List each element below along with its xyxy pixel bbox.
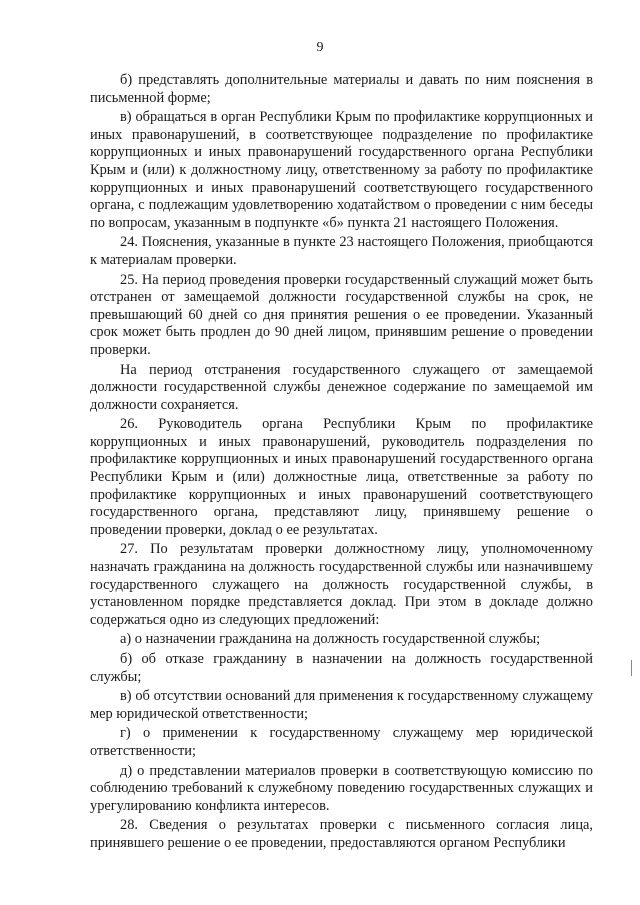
paragraph-27v: в) об отсутствии оснований для применения к государственному служащему мер юридической ответственности; [90,688,593,722]
paragraph-26: 26. Руководитель органа Республики Крым по профилактике коррупционных и иных правонарушений, руководитель подразделения по профилактике коррупционных и иных правонарушений государственного органа Республики Крым и (или) должностные лица, ответственные за работу по профилактике коррупционных и иных правонарушений соответствующего государственного органа, представляют лицу, принявшему решение о проведении проверки, доклад о ее результатах. [90,416,593,538]
paragraph-27: 27. По результатам проверки должностному лицу, уполномоченному назначать гражданина на должность государственной службы или назначившему государственного служащего на должность государственной службы, в установленном порядке представляется доклад. При этом в докладе должно содержаться одно из следующих предложений: [90,541,593,628]
paragraph-27g: г) о применении к государственному служащему мер юридической ответственности; [90,725,593,759]
paragraph-23v: в) обращаться в орган Республики Крым по профилактике коррупционных и иных правонарушений, в соответствующее подразделение по профилактике коррупционных и иных правонарушений государственного органа Республики Крым и (или) к должностному лицу, ответственному за работу по профилактике коррупционных и иных правонарушений соответствующего государственного органа, с подлежащим удовлетворению ходатайством о проведении с ним беседы по вопросам, указанным в подпункте «б» пункта 21 настоящего Положения. [90,109,593,231]
paragraph-27a: а) о назначении гражданина на должность государственной службы; [120,631,541,648]
page-number: 9 [316,40,324,55]
paragraph-25: 25. На период проведения проверки государственный служащий может быть отстранен от замещаемой должности государственной службы на срок, не превышающий 60 дней со дня принятия решения о ее проведении. Указанный срок может быть продлен до 90 дней лицом, принявшим решение о проведении проверки. [90,271,593,358]
paragraph-27d: д) о представлении материалов проверки в соответствующую комиссию по соблюдению требований к служебному поведению государственных служащих и урегулированию конфликта интересов. [90,762,593,814]
paragraph-24: 24. Пояснения, указанные в пункте 23 настоящего Положения, приобщаются к материалам проверки. [90,234,593,268]
scan-margin-mark [631,660,632,676]
paragraph-25-continuation: На период отстранения государственного служащего от замещаемой должности государственной службы денежное содержание по замещаемой им должности сохраняется. [90,361,593,413]
paragraph-23b: б) представлять дополнительные материалы и давать по ним пояснения в письменной форме; [90,72,593,106]
document-body [90,72,593,853]
paragraph-27b: б) об отказе гражданину в назначении на должность государственной службы; [90,651,593,685]
paragraph-28: 28. Сведения о результатах проверки с письменного согласия лица, принявшего решение о ее проведении, предоставляются органом Республики [90,817,593,851]
